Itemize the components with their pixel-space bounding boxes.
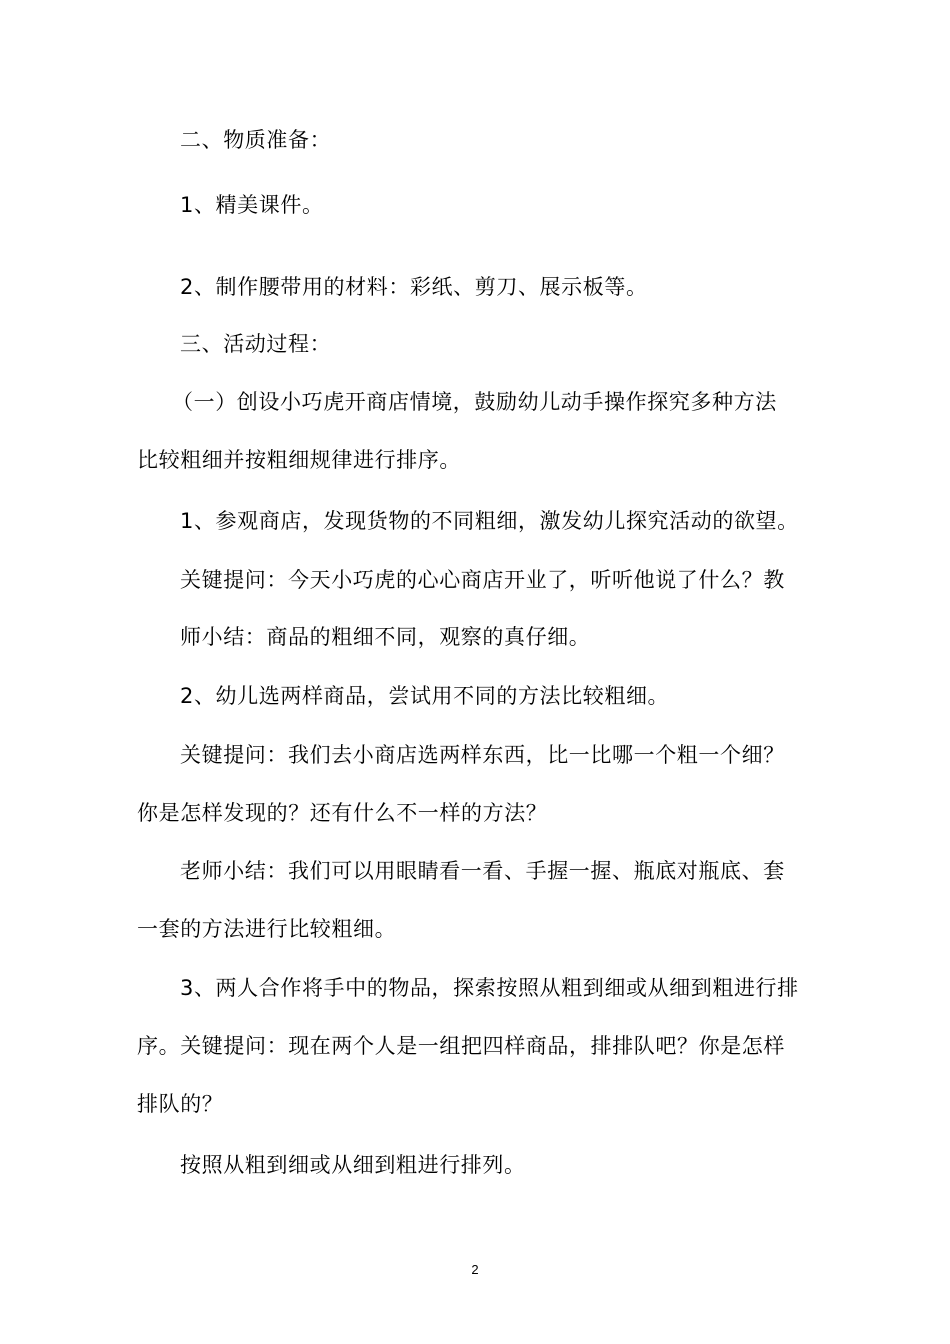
paragraph-line: 你是怎样发现的？还有什么不一样的方法？ — [137, 801, 548, 825]
paragraph-line: 师小结：商品的粗细不同，观察的真仔细。 — [180, 625, 591, 649]
list-item-courseware: 1、精美课件。 — [180, 193, 324, 217]
paragraph-line: 关键提问：我们去小商店选两样东西，比一比哪一个粗一个细？ — [180, 743, 785, 767]
paragraph-line: 序。关键提问：现在两个人是一组把四样商品，排排队吧？你是怎样 — [137, 1034, 785, 1058]
paragraph-line: 1、参观商店，发现货物的不同粗细，激发幼儿探究活动的欲望。 — [180, 509, 799, 533]
paragraph-line: 关键提问：今天小巧虎的心心商店开业了，听听他说了什么？教 — [180, 568, 785, 592]
section-heading-materials: 二、物质准备： — [180, 128, 332, 152]
paragraph-line: 一套的方法进行比较粗细。 — [137, 917, 397, 941]
paragraph-line: 比较粗细并按粗细规律进行排序。 — [137, 448, 461, 472]
paragraph-line: 老师小结：我们可以用眼睛看一看、手握一握、瓶底对瓶底、套 — [180, 859, 785, 883]
page-number: 2 — [471, 1262, 479, 1277]
paragraph-line: （一）创设小巧虎开商店情境，鼓励幼儿动手操作探究多种方法 — [172, 390, 777, 414]
paragraph-line: 排队的？ — [137, 1092, 224, 1116]
paragraph-line: 2、幼儿选两样商品，尝试用不同的方法比较粗细。 — [180, 684, 670, 708]
paragraph-line: 按照从粗到细或从细到粗进行排列。 — [180, 1153, 526, 1177]
list-item-belt-materials: 2、制作腰带用的材料：彩纸、剪刀、展示板等。 — [180, 275, 648, 299]
paragraph-line: 3、两人合作将手中的物品，探索按照从粗到细或从细到粗进行排 — [180, 976, 799, 1000]
section-heading-process: 三、活动过程： — [180, 332, 332, 356]
